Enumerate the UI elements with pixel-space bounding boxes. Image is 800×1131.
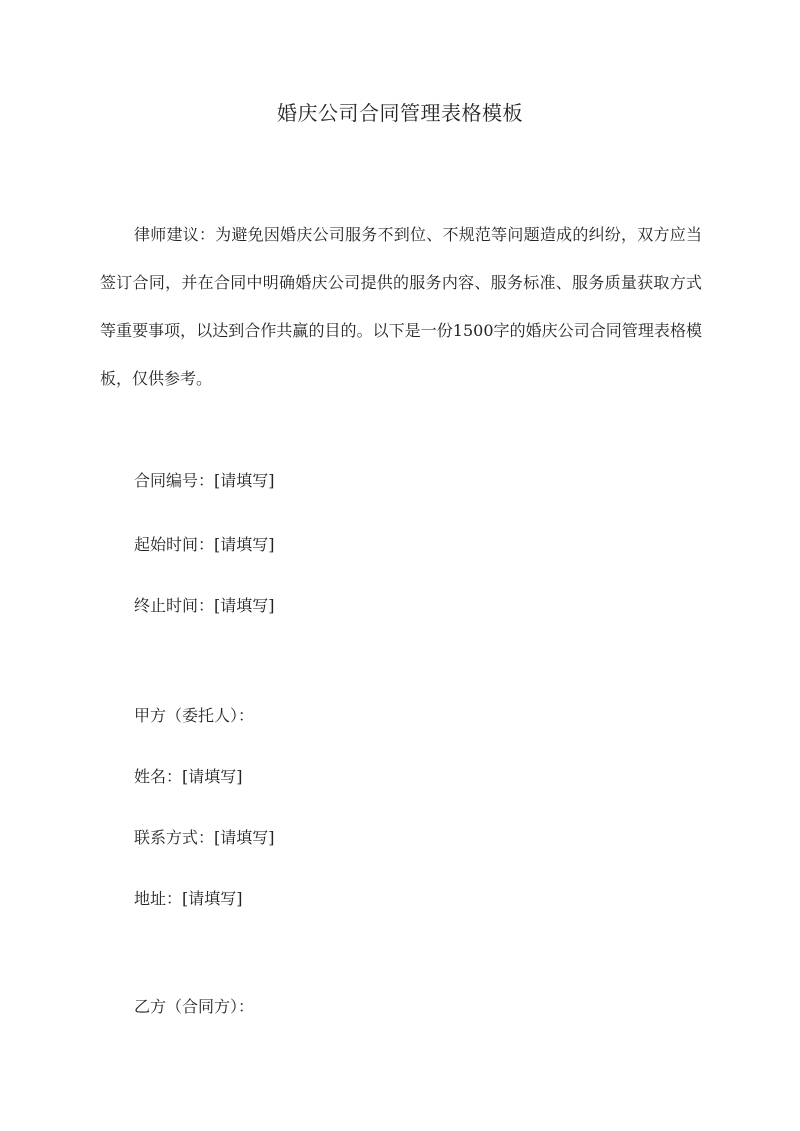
party-a-heading: 甲方（委托人）： [134, 706, 255, 725]
party-a-name-field: 姓名：[请填写] [134, 767, 243, 786]
intro-paragraph-block [100, 211, 702, 403]
document-title: 婚庆公司合同管理表格模板 [277, 101, 523, 125]
start-time-field: 起始时间：[请填写] [134, 535, 275, 554]
intro-paragraph: 律师建议：为避免因婚庆公司服务不到位、不规范等问题造成的纠纷，双方应当签订合同，并在合同中明确婚庆公司提供的服务内容、服务标准、服务质量获取方式等重要事项，以达到合作共赢的目的。以下是一份1500字的婚庆公司合同管理表格模板，仅供参考。 [100, 225, 702, 388]
end-time-field: 终止时间：[请填写] [134, 596, 275, 615]
party-a-contact-field: 联系方式：[请填写] [134, 828, 275, 847]
party-a-address-field: 地址：[请填写] [134, 889, 243, 908]
party-b-heading: 乙方（合同方）： [134, 997, 255, 1016]
contract-number-field: 合同编号：[请填写] [134, 471, 275, 490]
